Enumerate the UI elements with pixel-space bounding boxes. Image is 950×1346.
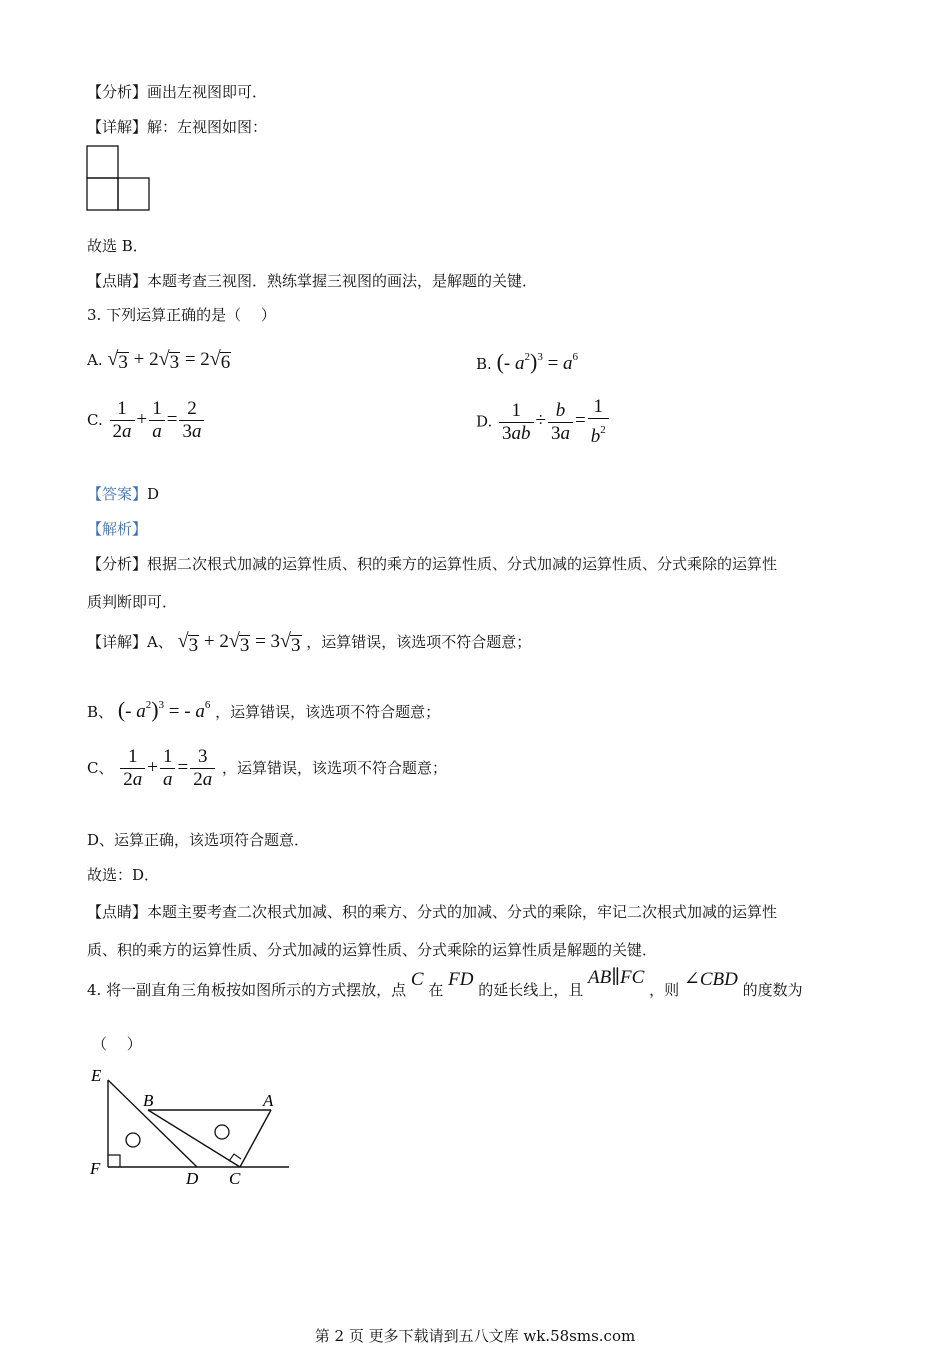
label-b: B [143,1091,154,1110]
label-f: F [90,1159,101,1178]
q3-choice: 故选：D． [87,866,160,884]
analysis-line: 【分析】画出左视图即可． [87,83,268,101]
answer-tag: 【答案】 [87,485,148,503]
q3-analysis-2: 质判断即可． [87,593,178,611]
q3-analysis-1: 【分析】根据二次根式加减的运算性质、积的乘方的运算性质、分式加减的运算性质、分式乘除的运算性 [87,555,778,573]
q4-fd: FD [448,969,474,990]
detail-a-note: ，运算错误，该选项不符合题意； [306,633,532,651]
q4-parallel: AB∥FC [588,967,645,988]
q3-option-a [87,345,231,374]
q4-blank: （ ） [92,1035,142,1053]
q3-stem: 3. 下列运算正确的是（ ） [87,306,276,324]
q3-option-c [87,396,206,444]
detail-b-note: ，运算错误，该选项不符合题意； [215,703,441,721]
detail-c-note: ，运算错误，该选项不符合题意； [221,759,447,777]
comment-line: 【点睛】本题考查三视图．熟练掌握三视图的画法，是解题的关键． [87,272,538,290]
answer-line [87,484,159,504]
q4-stem-part1: 4. 将一副直角三角板按如图所示的方式摆放，点 [87,981,407,999]
detail-a-prefix: 【详解】A、 [87,633,173,651]
option-a-label: A. [87,351,103,369]
detail-line: 【详解】解：左视图如图： [87,118,268,136]
q4-stem [87,967,803,1010]
q3-detail-b [87,688,440,729]
option-c-label: C. [87,411,103,429]
label-c: C [229,1169,241,1188]
option-d-formula: $\frac{1}{3ab}$ ÷ $\frac{b}{3a}$ = $\frac{1}{b^2}$ [497,410,611,431]
page-footer: 第 2 页 更多下载请到五八文库 wk.58sms.com [314,1327,636,1345]
triangle-figure [85,1062,305,1192]
q3-detail-a [87,626,531,657]
detail-b-prefix: B、 [87,703,114,721]
q3-option-b [476,340,578,381]
detail-b-formula: (- $a^2)^3$ = - $a^6$ [117,697,211,722]
answer-value: D [147,485,160,503]
left-view-figure [86,145,156,215]
q4-stem-part3: 的延长线上，且 [478,981,584,999]
option-a-formula: √ 3 + 2 √ 3 = 2 √ 6 [107,348,231,373]
q4-stem-part2: 在 [428,981,444,999]
jiexi-line: 【解析】 [87,520,148,538]
choice-line: 故选 B． [87,237,148,255]
label-d: D [186,1169,199,1188]
detail-c-prefix: C、 [87,759,114,777]
q3-comment-1: 【点睛】本题主要考查二次根式加减、积的乘方、分式的加减、分式的乘除，牢记二次根式加减的运算性 [87,903,778,921]
detail-c-formula: $\frac{1}{2a}$ + $\frac{1}{a}$ = $\frac{3}{2a}$ [118,757,222,778]
q4-stem-part5: 的度数为 [742,981,803,999]
option-d-label: D. [476,412,493,431]
option-b-label: B. [476,355,492,373]
q4-angle: ∠CBD [683,969,738,990]
option-c-formula: $\frac{1}{2a}$ + $\frac{1}{a}$ = $\frac{2}{3a}$ [108,409,207,430]
q3-detail-c [87,744,447,792]
q3-detail-d: D、运算正确，该选项符合题意． [87,831,310,849]
q3-comment-2: 质、积的乘方的运算性质、分式加减的运算性质、分式乘除的运算性质是解题的关键． [87,941,658,959]
label-a: A [263,1091,274,1110]
q3-option-d [476,396,611,448]
q4-stem-part4: ，则 [649,981,680,999]
option-b-formula: (- $a^2)^3 = a^6$ [496,349,579,374]
detail-a-formula: √ 3 + 2 √ 3 = 3 √ 3 [177,630,301,656]
q4-point-c: C [410,969,424,990]
label-e: E [91,1066,102,1085]
